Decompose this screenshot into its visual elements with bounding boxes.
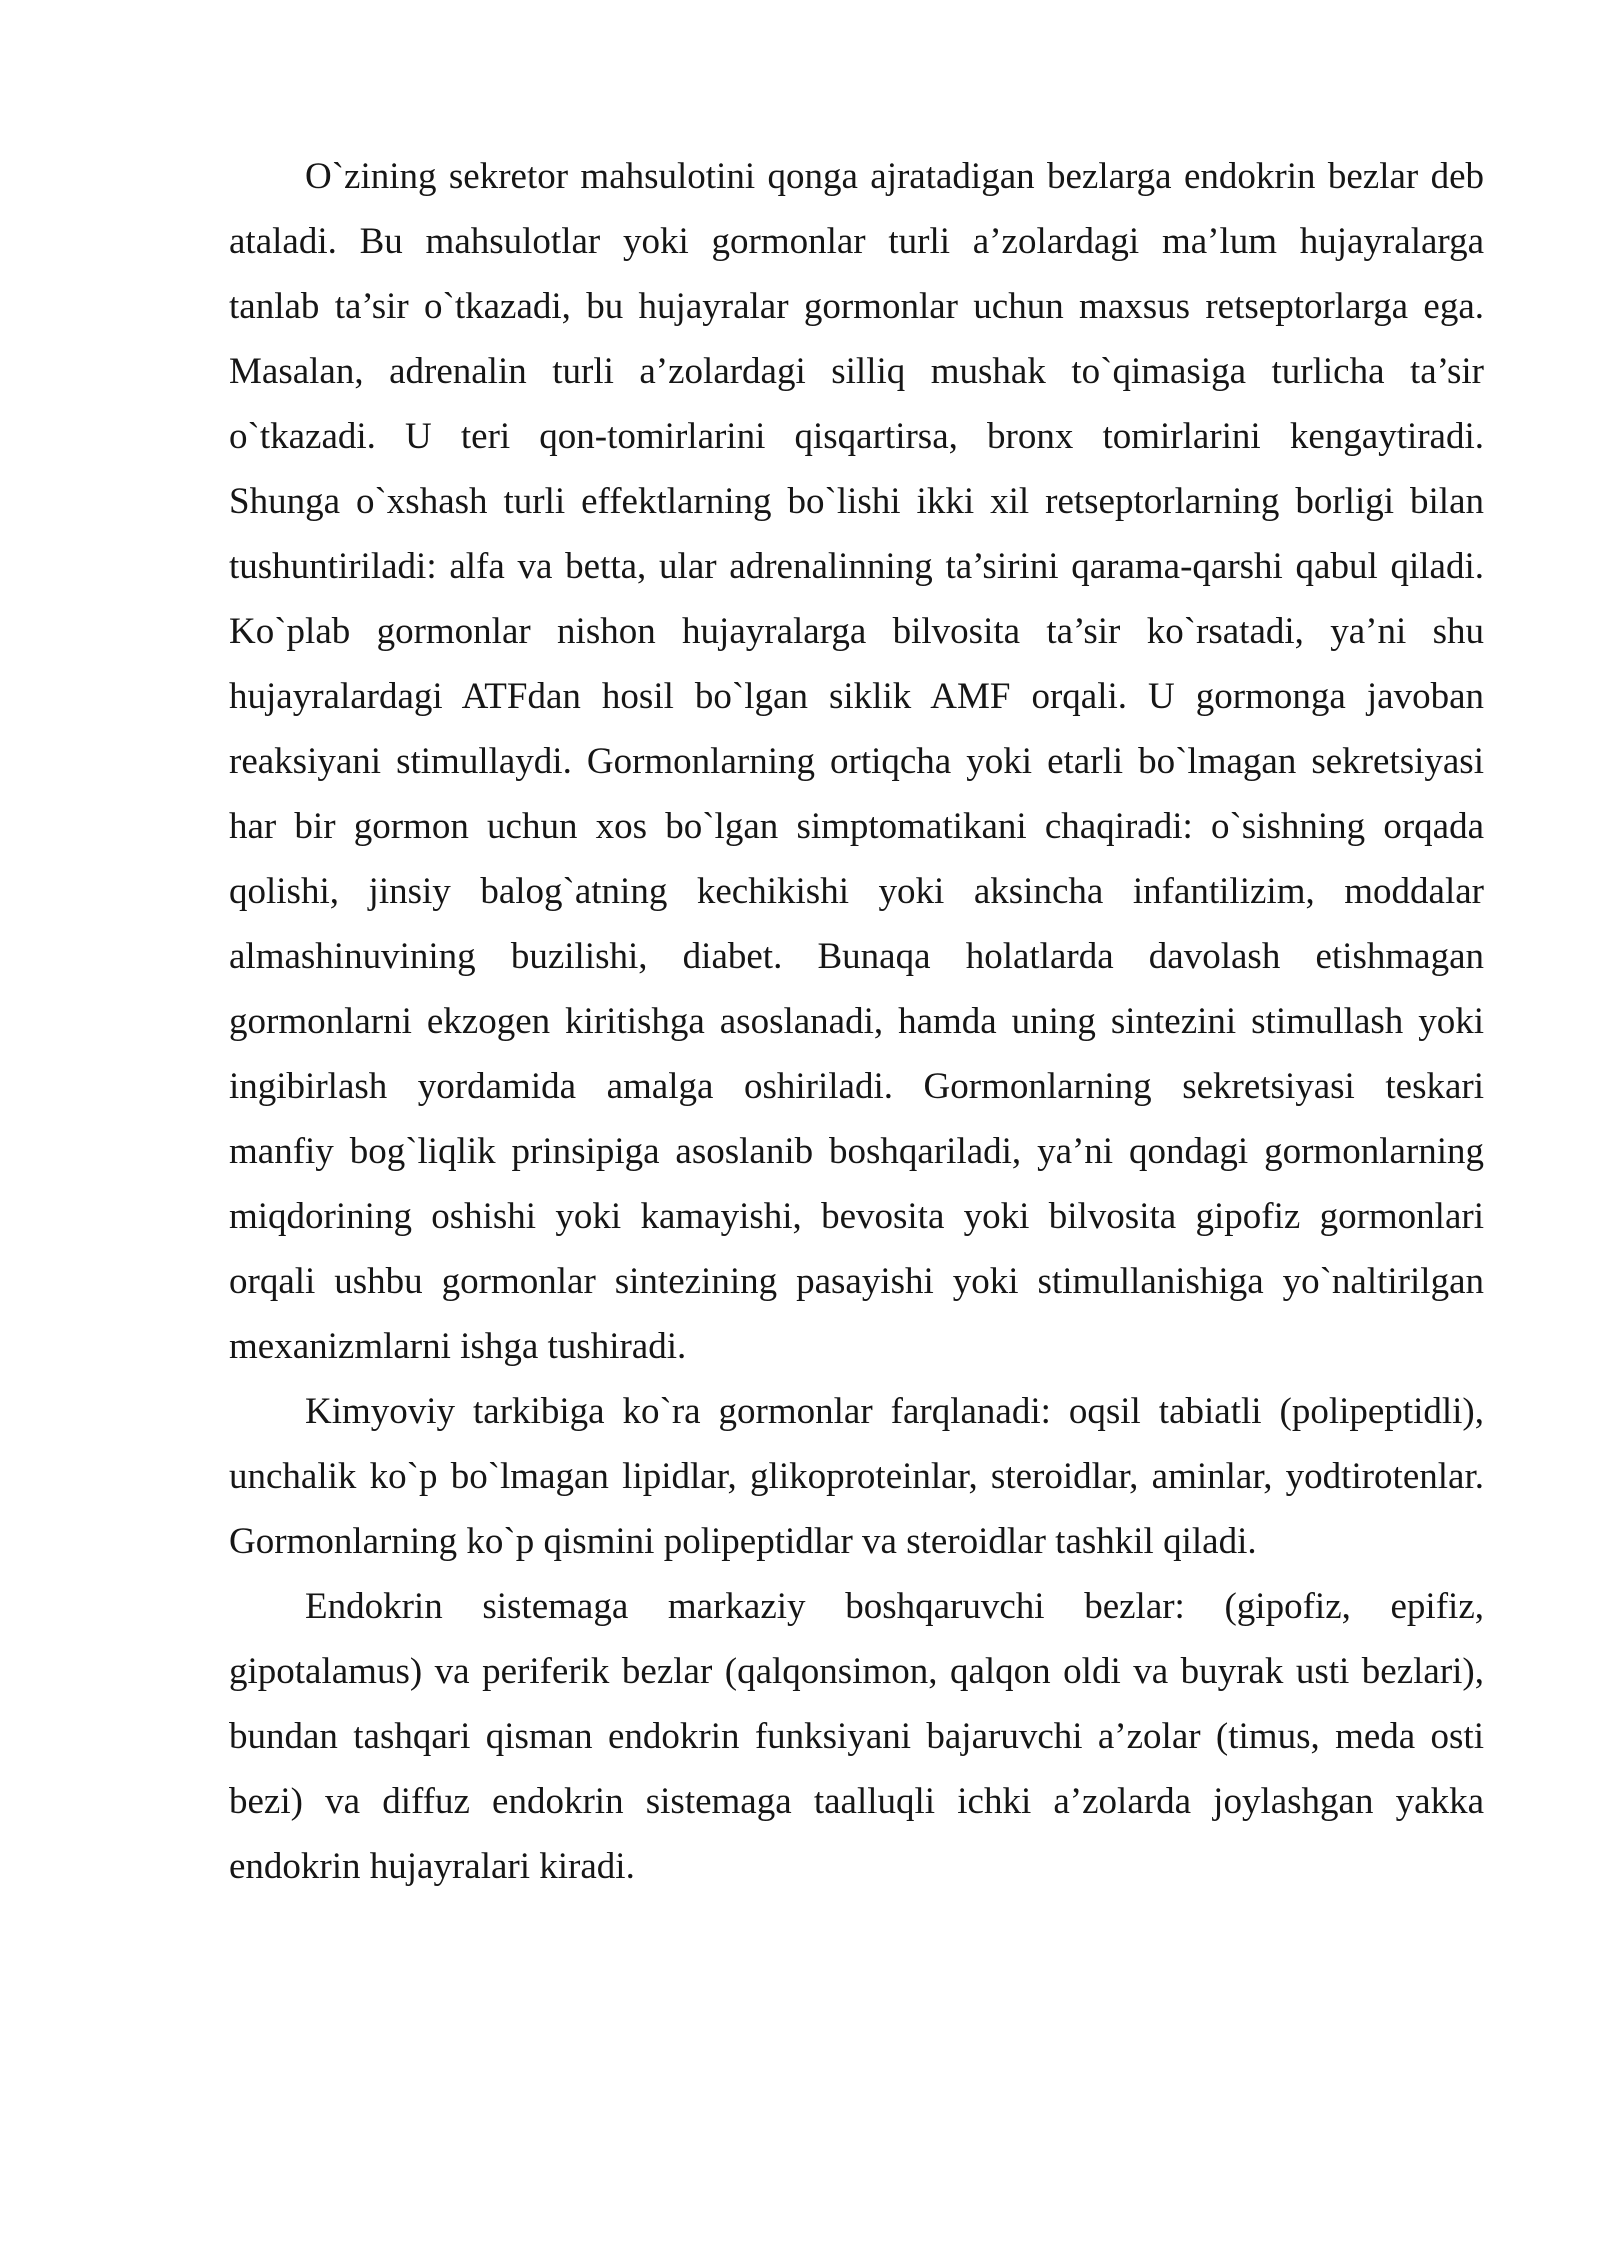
- text-line: bundan tashqari qisman endokrin funksiyani bajaruvchi a’zolar (timus, meda osti: [229, 1716, 1484, 1757]
- text-line: Kimyoviy tarkibiga ko`ra gormonlar farqlanadi: oqsil tabiatli (polipeptidli),: [305, 1391, 1484, 1432]
- text-line: Masalan, adrenalin turli a’zolardagi silliq mushak to`qimasiga turlicha ta’sir: [229, 351, 1484, 392]
- text-line: Gormonlarning ko`p qismini polipeptidlar va steroidlar tashkil qiladi.: [229, 1521, 1257, 1562]
- text-line: reaksiyani stimullaydi. Gormonlarning ortiqcha yoki etarli bo`lmagan sekretsiyasi: [229, 741, 1484, 782]
- text-line: qolishi, jinsiy balog`atning kechikishi yoki aksincha infantilizim, moddalar: [229, 871, 1484, 912]
- paragraph-3: [229, 1574, 1484, 1899]
- text-line: bezi) va diffuz endokrin sistemaga taalluqli ichki a’zolarda joylashgan yakka: [229, 1781, 1484, 1822]
- text-line: ataladi. Bu mahsulotlar yoki gormonlar turli a’zolardagi ma’lum hujayralarga: [229, 221, 1484, 262]
- text-line: gipotalamus) va periferik bezlar (qalqonsimon, qalqon oldi va buyrak usti bezlari),: [229, 1651, 1484, 1692]
- text-line: gormonlarni ekzogen kiritishga asoslanadi, hamda uning sintezini stimullash yoki: [229, 1001, 1484, 1042]
- text-line: endokrin hujayralari kiradi.: [229, 1846, 635, 1887]
- text-line: ingibirlash yordamida amalga oshiriladi. Gormonlarning sekretsiyasi teskari: [229, 1066, 1484, 1107]
- text-line: tushuntiriladi: alfa va betta, ular adrenalinning ta’sirini qarama-qarshi qabul qiladi.: [229, 546, 1484, 587]
- text-line: Ko`plab gormonlar nishon hujayralarga bilvosita ta’sir ko`rsatadi, ya’ni shu: [229, 611, 1484, 652]
- text-line: almashinuvining buzilishi, diabet. Bunaqa holatlarda davolash etishmagan: [229, 936, 1484, 977]
- text-line: O`zining sekretor mahsulotini qonga ajratadigan bezlarga endokrin bezlar deb: [305, 156, 1484, 197]
- text-line: manfiy bog`liqlik prinsipiga asoslanib boshqariladi, ya’ni qondagi gormonlarning: [229, 1131, 1484, 1172]
- paragraph-2: [229, 1379, 1484, 1574]
- text-line: o`tkazadi. U teri qon-tomirlarini qisqartirsa, bronx tomirlarini kengaytiradi.: [229, 416, 1484, 457]
- paragraph-1: [229, 144, 1484, 1379]
- text-line: unchalik ko`p bo`lmagan lipidlar, glikoproteinlar, steroidlar, aminlar, yodtirotenlar.: [229, 1456, 1484, 1497]
- document-body: [229, 144, 1484, 1899]
- text-line: har bir gormon uchun xos bo`lgan simptomatikani chaqiradi: o`sishning orqada: [229, 806, 1484, 847]
- text-line: Endokrin sistemaga markaziy boshqaruvchi bezlar: (gipofiz, epifiz,: [305, 1586, 1484, 1627]
- text-line: hujayralardagi ATFdan hosil bo`lgan siklik AMF orqali. U gormonga javoban: [229, 676, 1484, 717]
- text-line: orqali ushbu gormonlar sintezining pasayishi yoki stimullanishiga yo`naltirilgan: [229, 1261, 1484, 1302]
- text-line: tanlab ta’sir o`tkazadi, bu hujayralar gormonlar uchun maxsus retseptorlarga ega.: [229, 286, 1484, 327]
- text-line: Shunga o`xshash turli effektlarning bo`lishi ikki xil retseptorlarning borligi bilan: [229, 481, 1484, 522]
- text-line: mexanizmlarni ishga tushiradi.: [229, 1326, 687, 1367]
- text-line: miqdorining oshishi yoki kamayishi, bevosita yoki bilvosita gipofiz gormonlari: [229, 1196, 1484, 1237]
